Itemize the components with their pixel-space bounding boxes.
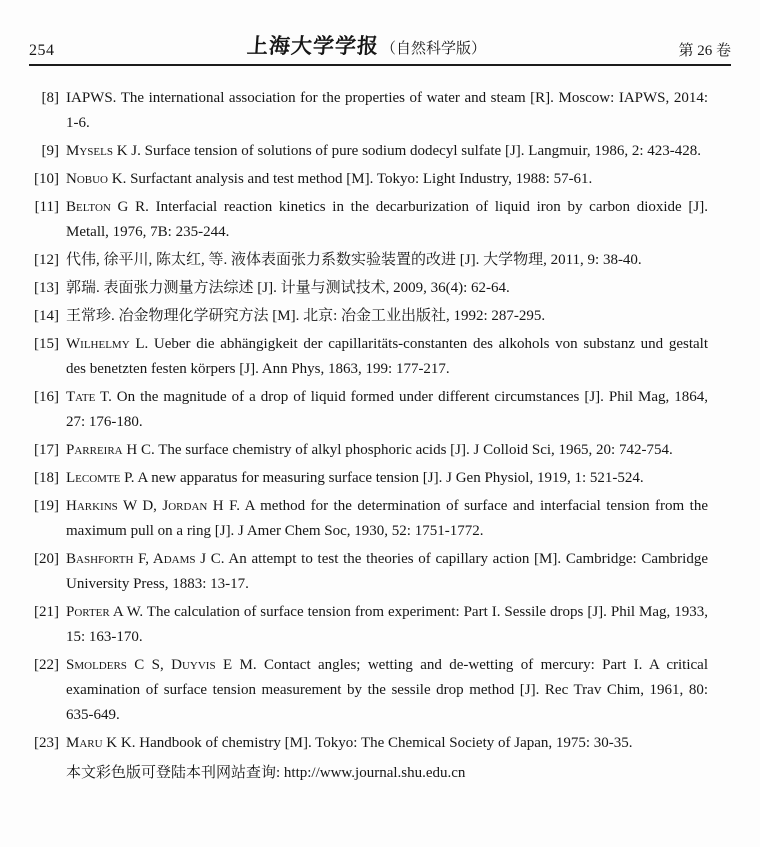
reference-text — [66, 276, 708, 301]
reference-authors: Smolders C S, Duyvis E M. — [66, 657, 257, 673]
journal-subtitle: （自然科学版） — [380, 41, 486, 57]
reference-text — [66, 167, 708, 192]
reference-label: [14] — [34, 308, 59, 324]
reference-item — [30, 731, 708, 756]
journal-website-url: http://www.journal.shu.edu.cn — [283, 765, 466, 781]
reference-label: [23] — [34, 735, 59, 751]
reference-item — [30, 600, 708, 650]
reference-authors: Belton G R. — [66, 199, 149, 215]
reference-body: 郭瑞. 表面张力测量方法综述 [J]. 计量与测试技术, 2009, 36(4): 62-64. — [66, 280, 510, 296]
reference-item — [30, 547, 708, 597]
reference-authors: Nobuo K. — [66, 171, 127, 187]
reference-label: [12] — [34, 252, 59, 268]
reference-body: Contact angles; wetting and de-wetting of mercury: Part I. A critical examination of surface tension measurement by the sessile drop method [J]. Rec Trav Chim, 1961, 80: 635-649. — [66, 657, 708, 723]
reference-body: The calculation of surface tension from experiment: Part I. Sessile drops [J]. Phil Mag, 1933, 15: 163-170. — [66, 604, 708, 645]
reference-item — [30, 438, 708, 463]
reference-authors: Mysels K J. — [66, 143, 141, 159]
volume-label: 第 26 卷 — [678, 43, 731, 59]
reference-item — [30, 304, 708, 329]
reference-item — [30, 248, 708, 273]
reference-text — [66, 195, 708, 245]
reference-body: The surface chemistry of alkyl phosphoric acids [J]. J Colloid Sci, 1965, 20: 742-754. — [154, 442, 673, 458]
reference-label: [16] — [34, 389, 59, 405]
reference-item — [30, 195, 708, 245]
reference-item — [30, 494, 708, 544]
reference-text — [66, 139, 708, 164]
reference-item — [30, 385, 708, 435]
reference-body: IAPWS. The international association for the properties of water and steam [R]. Moscow: IAPWS, 2014: 1-6. — [66, 90, 708, 131]
reference-text — [66, 653, 708, 728]
reference-label: [19] — [34, 498, 59, 514]
journal-header — [247, 30, 486, 60]
reference-label: [10] — [34, 171, 59, 187]
reference-label: [15] — [34, 336, 59, 352]
running-head — [29, 0, 731, 66]
reference-label: [13] — [34, 280, 59, 296]
reference-item — [30, 332, 708, 382]
reference-text — [66, 494, 708, 544]
reference-authors: Porter A W. — [66, 604, 144, 620]
reference-body: On the magnitude of a drop of liquid formed under different circumstances [J]. Phil Mag, 1864, 27: 176-180. — [66, 389, 708, 430]
reference-body: Ueber die abhängigkeit der capillaritäts-constanten des alkohols von substanz und gestalt des benetzten festen körpers [J]. Ann Phys, 1863, 199: 177-217. — [66, 336, 708, 377]
reference-text — [66, 86, 708, 136]
reference-authors: Lecomte P. — [66, 470, 135, 486]
reference-label: [20] — [34, 551, 59, 567]
reference-text — [66, 385, 708, 435]
reference-label: [8] — [41, 90, 59, 106]
reference-item — [30, 167, 708, 192]
reference-item — [30, 653, 708, 728]
reference-text — [66, 600, 708, 650]
reference-item — [30, 276, 708, 301]
reference-authors: Bashforth F, Adams J C. — [66, 551, 225, 567]
page-number: 254 — [29, 42, 55, 59]
reference-body: Surface tension of solutions of pure sodium dodecyl sulfate [J]. Langmuir, 1986, 2: 423-428. — [140, 143, 702, 159]
journal-title: 上海大学学报 — [246, 34, 380, 58]
reference-text — [66, 304, 708, 329]
reference-text — [66, 731, 708, 756]
reference-text — [66, 547, 708, 597]
reference-authors: Parreira H C. — [66, 442, 155, 458]
reference-body: Surfactant analysis and test method [M]. Tokyo: Light Industry, 1988: 57-61. — [126, 171, 593, 187]
reference-body: A new apparatus for measuring surface tension [J]. J Gen Physiol, 1919, 1: 521-524. — [134, 470, 644, 486]
reference-label: [17] — [34, 442, 59, 458]
reference-authors: Maru K K. — [66, 735, 136, 751]
footer-note-text: 本文彩色版可登陆本刊网站查询: — [66, 765, 284, 781]
reference-body: A method for the determination of surface and interfacial tension from the maximum pull on a ring [J]. J Amer Chem Soc, 1930, 52: 1751-1772. — [66, 498, 709, 539]
reference-body: An attempt to test the theories of capillary action [M]. Cambridge: Cambridge University Press, 1883: 13-17. — [66, 551, 708, 592]
reference-authors: Harkins W D, Jordan H F. — [66, 498, 241, 514]
reference-item — [30, 139, 708, 164]
reference-body: Handbook of chemistry [M]. Tokyo: The Chemical Society of Japan, 1975: 30-35. — [135, 735, 633, 751]
reference-label: [9] — [41, 143, 59, 159]
reference-body: Interfacial reaction kinetics in the decarburization of liquid iron by carbon dioxide [J]. Metall, 1976, 7B: 235-244. — [66, 199, 708, 240]
reference-label: [11] — [34, 199, 59, 215]
reference-item — [30, 86, 708, 136]
reference-text — [66, 248, 708, 273]
reference-text — [66, 438, 708, 463]
reference-label: [22] — [34, 657, 59, 673]
references-list — [0, 86, 760, 756]
reference-authors: Wilhelmy L. — [66, 336, 149, 352]
reference-label: [21] — [34, 604, 59, 620]
reference-text — [66, 466, 708, 491]
reference-text — [66, 332, 708, 382]
reference-body: 代伟, 徐平川, 陈太红, 等. 液体表面张力系数实验装置的改进 [J]. 大学物理, 2011, 9: 38-40. — [66, 252, 642, 268]
reference-item — [30, 466, 708, 491]
footer-note — [0, 761, 760, 786]
reference-authors: Tate T. — [66, 389, 112, 405]
reference-label: [18] — [34, 470, 59, 486]
reference-body: 王常珍. 冶金物理化学研究方法 [M]. 北京: 冶金工业出版社, 1992: 287-295. — [66, 308, 546, 324]
